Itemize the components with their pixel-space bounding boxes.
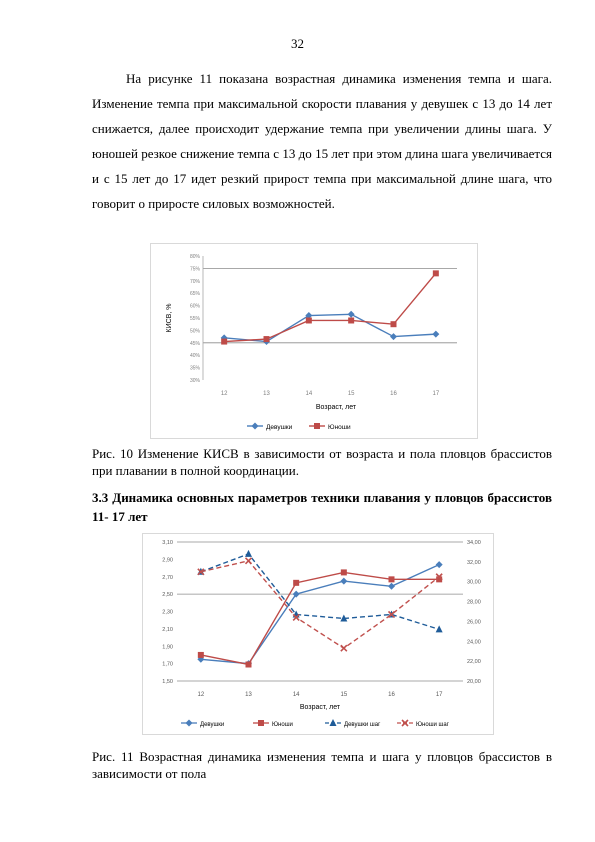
data-point-1 (389, 576, 395, 582)
figure-10-chart (150, 243, 478, 439)
y-left-tick-label: 2,70 (162, 574, 173, 581)
legend-label-2: Девушки шаг (344, 722, 381, 728)
data-point-1 (341, 569, 347, 575)
data-point-1 (306, 317, 312, 323)
legend-label-1: Юноши (328, 424, 351, 431)
data-point-1 (246, 661, 252, 667)
y-left-tick-label: 2,50 (162, 592, 173, 599)
x-tick-label: 16 (388, 692, 395, 698)
y-left-tick-label: 2,90 (162, 557, 173, 564)
legend-marker-1 (258, 720, 264, 726)
data-point-0 (388, 583, 395, 590)
data-point-1 (348, 317, 354, 323)
y-tick-label: 75% (189, 266, 200, 273)
legend-marker-2 (330, 719, 337, 726)
y-tick-label: 70% (189, 278, 200, 285)
data-point-1 (198, 652, 204, 658)
data-point-3 (246, 558, 252, 564)
legend-marker-1 (314, 423, 320, 429)
x-tick-label: 15 (347, 391, 355, 397)
series-line-2 (201, 554, 439, 629)
figure-10-caption: Рис. 10 Изменение КИСВ в зависимости от возраста и пола пловцов брассистов при плавании в полной координации. (92, 446, 552, 478)
chart-tempo-step-svg (143, 534, 493, 734)
y-tick-label: 30% (189, 378, 200, 384)
data-point-1 (433, 270, 439, 276)
y-tick-label: 55% (189, 316, 200, 322)
y-right-tick-label: 30,00 (467, 579, 481, 586)
chart-kisv-svg (151, 244, 477, 438)
y-tick-label: 35% (189, 365, 200, 372)
data-point-0 (340, 578, 347, 585)
data-point-0 (436, 561, 443, 568)
y-right-tick-label: 22,00 (467, 659, 481, 666)
x-tick-label: 14 (292, 692, 300, 698)
y-right-tick-label: 34,00 (467, 540, 481, 546)
y-tick-label: 45% (189, 340, 200, 347)
y-left-tick-label: 1,70 (162, 661, 173, 668)
y-left-tick-label: 2,10 (162, 626, 173, 633)
x-axis-title: Возраст, лет (299, 704, 341, 711)
data-point-2 (245, 550, 252, 557)
y-right-tick-label: 28,00 (467, 599, 481, 606)
page-number: 32 (291, 36, 304, 51)
y-tick-label: 65% (189, 291, 200, 298)
y-tick-label: 60% (189, 303, 200, 310)
data-point-1 (221, 339, 227, 345)
x-tick-label: 17 (435, 692, 443, 698)
x-tick-label: 14 (305, 391, 313, 397)
legend-label-3: Юноши шаг (416, 722, 449, 728)
figure-11-caption: Рис. 11 Возрастная динамика изменения темпа и шага у пловцов брассистов в зависимости от пола (92, 749, 552, 781)
y-tick-label: 40% (189, 353, 200, 360)
y-right-tick-label: 20,00 (467, 679, 481, 685)
y-right-tick-label: 32,00 (467, 559, 481, 566)
data-point-1 (293, 580, 299, 586)
section-heading: 3.3 Динамика основных параметров техники плавания у пловцов брассистов 11- 17 лет (92, 490, 552, 524)
body-paragraph: На рисунке 11 показана возрастная динамика изменения темпа и шага. Изменение темпа при максимальной скорости плавания у девушек с 13 до 14 лет снижается, далее происходит удержание темпа при увеличении длины шага. У юношей резкое снижение темпа с 13 до 15 лет при этом длина шага увеличивается и с 15 лет до 17 идет резкий прирост темпа при максимальной длине шага, что говорит о приросте силовых возможностей. (92, 71, 552, 211)
legend-marker-3 (402, 720, 408, 726)
x-tick-label: 13 (245, 692, 252, 698)
y-left-tick-label: 2,30 (162, 609, 173, 616)
legend-marker-0 (186, 720, 193, 727)
y-left-tick-label: 1,50 (162, 679, 173, 685)
x-tick-label: 12 (220, 391, 228, 397)
y-right-tick-label: 24,00 (467, 639, 481, 646)
y-tick-label: 80% (189, 254, 200, 260)
legend-label-0: Девушки (266, 424, 293, 431)
x-tick-label: 15 (340, 692, 348, 698)
series-line-1 (224, 273, 436, 341)
y-axis-title: КИСВ, % (166, 303, 173, 333)
series-line-0 (224, 314, 436, 341)
legend-label-0: Девушки (200, 722, 225, 728)
x-tick-label: 13 (263, 391, 270, 397)
x-axis-title: Возраст, лет (315, 404, 357, 411)
data-point-1 (264, 336, 270, 342)
y-left-tick-label: 1,90 (162, 644, 173, 651)
x-tick-label: 12 (197, 692, 205, 698)
data-point-2 (436, 625, 443, 632)
y-left-tick-label: 3,10 (162, 540, 173, 546)
data-point-1 (391, 321, 397, 327)
legend-label-1: Юноши (272, 722, 293, 728)
series-line-3 (201, 561, 439, 648)
y-tick-label: 50% (189, 328, 200, 335)
legend-marker-0 (252, 423, 259, 430)
figure-11-chart (142, 533, 494, 735)
data-point-3 (341, 645, 347, 651)
data-point-0 (348, 311, 355, 318)
data-point-0 (390, 333, 397, 340)
data-point-0 (432, 331, 439, 338)
x-tick-label: 17 (432, 391, 440, 397)
y-right-tick-label: 26,00 (467, 619, 481, 626)
x-tick-label: 16 (390, 391, 397, 397)
